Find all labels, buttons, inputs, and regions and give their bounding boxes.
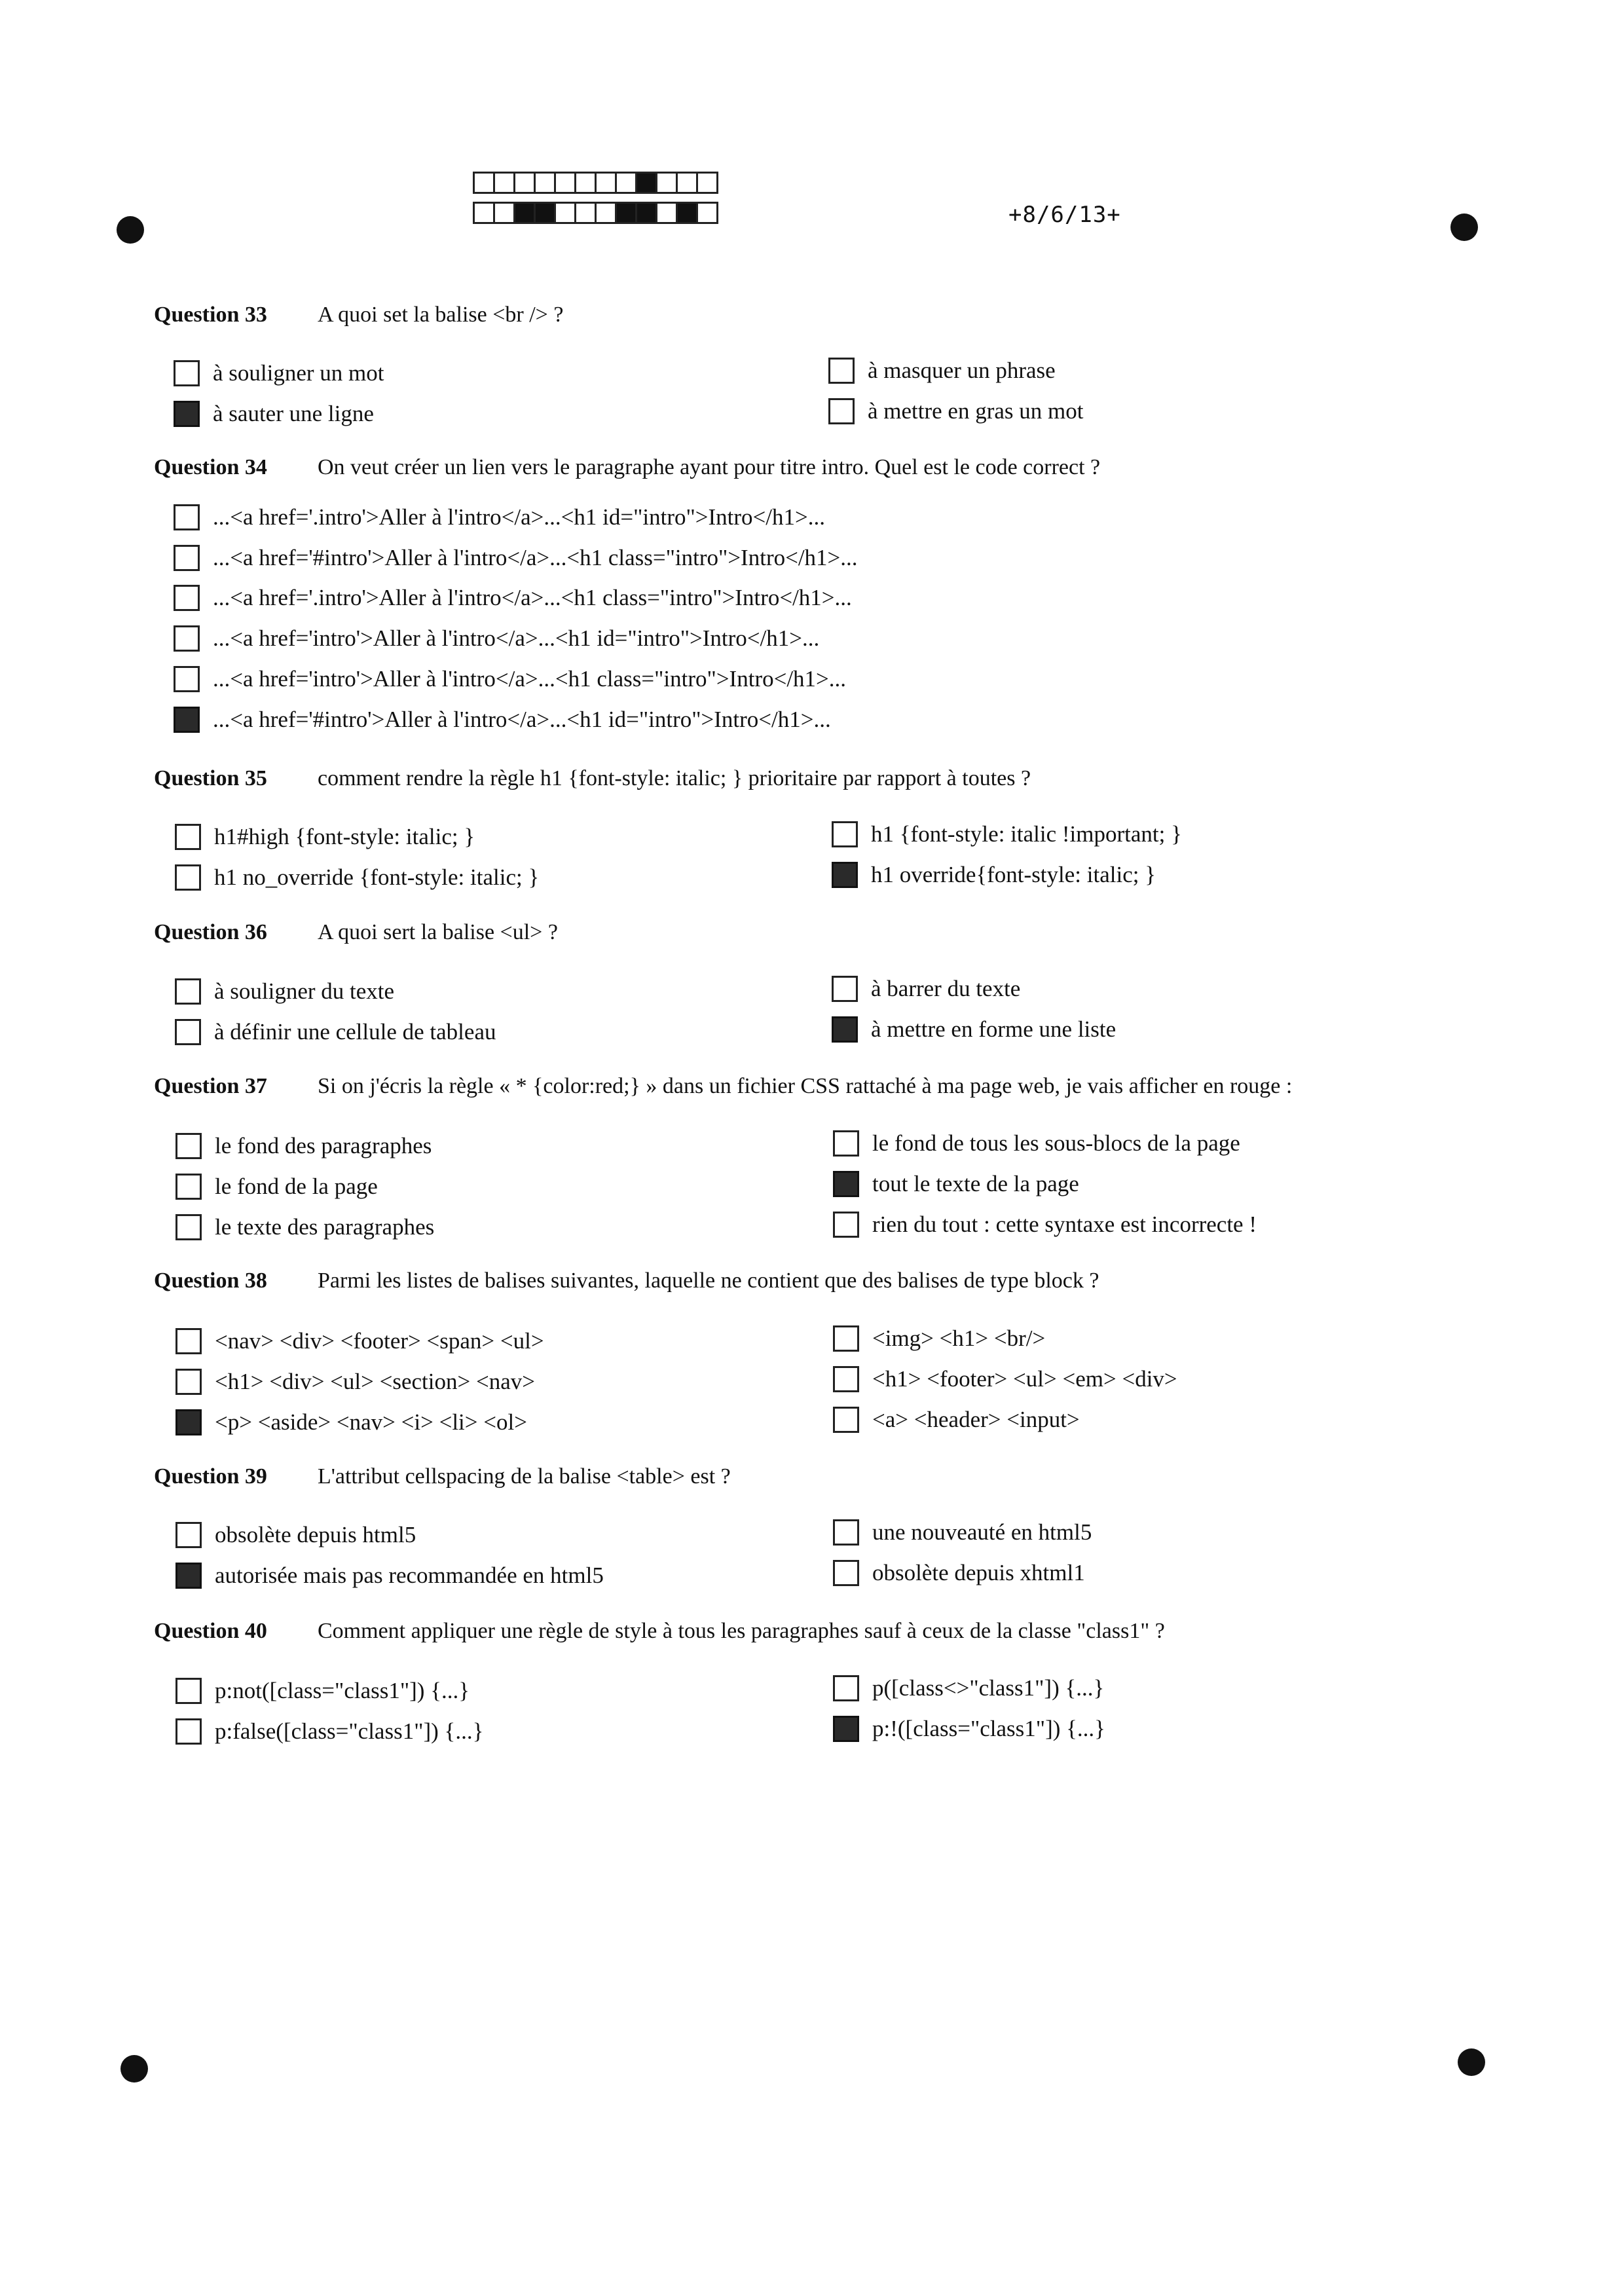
answer-option[interactable] xyxy=(175,1409,527,1435)
barcode-cell-empty xyxy=(554,172,576,194)
answer-text: p:not([class="class1"]) {...} xyxy=(215,1678,470,1703)
checkbox[interactable] xyxy=(833,1675,859,1701)
answer-option[interactable] xyxy=(174,545,858,571)
answer-text: rien du tout : cette syntaxe est incorrecte ! xyxy=(872,1212,1257,1237)
barcode-cell-filled xyxy=(615,202,637,224)
barcode-cell-empty xyxy=(676,172,698,194)
page-code: +8/6/13+ xyxy=(1008,202,1121,228)
answer-text: <h1> <div> <ul> <section> <nav> xyxy=(215,1369,536,1394)
answer-option[interactable] xyxy=(833,1716,1105,1742)
question-label: Question 33 xyxy=(154,303,267,327)
answer-text: ...<a href='.intro'>Aller à l'intro</a>...<h1 id="intro">Intro</h1>... xyxy=(213,504,825,530)
checkbox[interactable] xyxy=(832,821,858,847)
barcode-cell-empty xyxy=(696,202,718,224)
answer-text: h1 {font-style: italic !important; } xyxy=(871,821,1182,847)
answer-text: à mettre en gras un mot xyxy=(868,398,1084,424)
question-header xyxy=(154,920,558,945)
answer-text: à sauter une ligne xyxy=(213,401,374,426)
question-text: Comment appliquer une règle de style à tous les paragraphes sauf à ceux de la classe "class1" ? xyxy=(318,1619,1165,1643)
answer-option[interactable] xyxy=(828,358,1056,384)
answer-option[interactable] xyxy=(175,864,539,891)
answer-option[interactable] xyxy=(174,585,852,611)
barcode-cell-empty xyxy=(513,172,536,194)
answer-text: <img> <h1> <br/> xyxy=(872,1325,1046,1351)
barcode-cell-empty xyxy=(473,172,495,194)
answer-option[interactable] xyxy=(175,978,394,1005)
checkbox[interactable] xyxy=(174,625,200,652)
checkbox[interactable] xyxy=(174,360,200,386)
answer-text: le texte des paragraphes xyxy=(215,1214,435,1240)
question-label: Question 36 xyxy=(154,920,267,944)
answer-option[interactable] xyxy=(832,862,1156,888)
answer-text: h1 override{font-style: italic; } xyxy=(871,862,1156,887)
answer-option[interactable] xyxy=(175,1369,535,1395)
checkbox[interactable] xyxy=(833,1560,859,1586)
checkbox[interactable] xyxy=(175,864,201,891)
checkbox[interactable] xyxy=(175,1133,202,1159)
corner-mark-top-left xyxy=(117,216,144,244)
answer-option[interactable] xyxy=(828,398,1083,424)
barcode-cell-empty xyxy=(534,172,556,194)
answer-option[interactable] xyxy=(174,625,819,652)
answer-option[interactable] xyxy=(833,1212,1257,1238)
answer-option[interactable] xyxy=(175,1563,604,1589)
answer-option[interactable] xyxy=(174,360,384,386)
answer-option[interactable] xyxy=(832,821,1182,847)
answer-text: le fond de tous les sous-blocs de la page xyxy=(872,1130,1240,1156)
answer-option[interactable] xyxy=(175,1174,378,1200)
answer-text: <nav> <div> <footer> <span> <ul> xyxy=(215,1328,544,1354)
barcode-cell-empty xyxy=(574,202,597,224)
question-label: Question 40 xyxy=(154,1619,267,1643)
question-text: Parmi les listes de balises suivantes, laquelle ne contient que des balises de type block ? xyxy=(318,1268,1099,1293)
answer-text: <p> <aside> <nav> <i> <li> <ol> xyxy=(215,1409,527,1435)
answer-option[interactable] xyxy=(174,666,846,692)
question-label: Question 37 xyxy=(154,1074,267,1098)
answer-text: ...<a href='.intro'>Aller à l'intro</a>...<h1 class="intro">Intro</h1>... xyxy=(213,585,852,610)
answer-option[interactable] xyxy=(175,1328,544,1354)
checkbox[interactable] xyxy=(175,1019,201,1045)
checkbox[interactable] xyxy=(833,1366,859,1392)
answer-text: obsolète depuis html5 xyxy=(215,1522,416,1547)
checkbox[interactable] xyxy=(828,398,855,424)
checkbox-checked[interactable] xyxy=(175,1409,202,1435)
answer-text: à masquer un phrase xyxy=(868,358,1056,383)
answer-text: à mettre en forme une liste xyxy=(871,1016,1116,1042)
checkbox[interactable] xyxy=(174,666,200,692)
checkbox[interactable] xyxy=(175,1522,202,1548)
checkbox[interactable] xyxy=(175,1328,202,1354)
answer-option[interactable] xyxy=(833,1560,1085,1586)
answer-text: autorisée mais pas recommandée en html5 xyxy=(215,1563,604,1588)
question-header xyxy=(154,1268,1099,1293)
checkbox[interactable] xyxy=(175,1214,202,1240)
answer-option[interactable] xyxy=(174,504,825,530)
checkbox[interactable] xyxy=(174,585,200,611)
checkbox-checked[interactable] xyxy=(175,1563,202,1589)
answer-option[interactable] xyxy=(174,401,374,427)
answer-text: p([class<>"class1"]) {...} xyxy=(872,1675,1105,1701)
barcode-cell-empty xyxy=(574,172,597,194)
answer-text: obsolète depuis xhtml1 xyxy=(872,1560,1085,1585)
answer-text: h1 no_override {font-style: italic; } xyxy=(214,864,540,890)
answer-option[interactable] xyxy=(175,1214,434,1240)
corner-mark-top-right xyxy=(1450,213,1478,241)
answer-option[interactable] xyxy=(175,1678,470,1704)
checkbox-checked[interactable] xyxy=(833,1716,859,1742)
question-label: Question 39 xyxy=(154,1464,267,1489)
answer-option[interactable] xyxy=(833,1675,1104,1701)
answer-text: à définir une cellule de tableau xyxy=(214,1019,496,1045)
checkbox-checked[interactable] xyxy=(832,862,858,888)
barcode-cell-empty xyxy=(493,172,515,194)
checkbox-checked[interactable] xyxy=(833,1171,859,1197)
question-header xyxy=(154,1619,1165,1644)
answer-option[interactable] xyxy=(833,1407,1080,1433)
corner-mark-bottom-right xyxy=(1458,2048,1485,2076)
checkbox-checked[interactable] xyxy=(174,707,200,733)
answer-option[interactable] xyxy=(174,707,831,733)
answer-text: ...<a href='intro'>Aller à l'intro</a>...<h1 class="intro">Intro</h1>... xyxy=(213,666,847,692)
checkbox[interactable] xyxy=(175,824,201,850)
checkbox[interactable] xyxy=(175,1174,202,1200)
barcode-cell-filled xyxy=(635,202,657,224)
page-barcode-row-1 xyxy=(473,172,716,194)
checkbox[interactable] xyxy=(174,545,200,571)
question-text: Si on j'écris la règle « * {color:red;} » dans un fichier CSS rattaché à ma page web, je vais afficher en rouge : xyxy=(318,1074,1293,1098)
barcode-cell-filled xyxy=(635,172,657,194)
question-header xyxy=(154,303,563,327)
answer-option[interactable] xyxy=(175,1718,483,1745)
checkbox[interactable] xyxy=(832,976,858,1002)
answer-text: une nouveauté en html5 xyxy=(872,1519,1092,1545)
barcode-cell-empty xyxy=(554,202,576,224)
answer-text: ...<a href='#intro'>Aller à l'intro</a>...<h1 id="intro">Intro</h1>... xyxy=(213,707,831,732)
checkbox[interactable] xyxy=(174,504,200,530)
barcode-cell-empty xyxy=(595,202,617,224)
answer-option[interactable] xyxy=(833,1325,1045,1352)
answer-text: h1#high {font-style: italic; } xyxy=(214,824,475,849)
checkbox[interactable] xyxy=(175,978,201,1005)
answer-text: à barrer du texte xyxy=(871,976,1021,1001)
answer-text: tout le texte de la page xyxy=(872,1171,1079,1196)
question-label: Question 35 xyxy=(154,766,267,790)
answer-text: p:!([class="class1"]) {...} xyxy=(872,1716,1105,1741)
answer-option[interactable] xyxy=(175,1019,496,1045)
answer-text: à souligner un mot xyxy=(213,360,384,386)
answer-text: <h1> <footer> <ul> <em> <div> xyxy=(872,1366,1177,1392)
answer-option[interactable] xyxy=(833,1130,1240,1157)
answer-option[interactable] xyxy=(175,1133,432,1159)
checkbox[interactable] xyxy=(175,1369,202,1395)
checkbox[interactable] xyxy=(833,1325,859,1352)
question-text: A quoi set la balise <br /> ? xyxy=(318,303,564,327)
answer-text: le fond des paragraphes xyxy=(215,1133,432,1158)
answer-option[interactable] xyxy=(833,1171,1079,1197)
answer-text: le fond de la page xyxy=(215,1174,378,1199)
page-barcode-row-2 xyxy=(473,202,716,224)
barcode-cell-filled xyxy=(534,202,556,224)
question-header xyxy=(154,1074,1292,1099)
checkbox[interactable] xyxy=(175,1718,202,1745)
question-label: Question 38 xyxy=(154,1268,267,1293)
answer-option[interactable] xyxy=(175,824,475,850)
checkbox-checked[interactable] xyxy=(832,1016,858,1043)
answer-option[interactable] xyxy=(832,976,1020,1002)
answer-text: p:false([class="class1"]) {...} xyxy=(215,1718,484,1744)
checkbox[interactable] xyxy=(833,1130,859,1157)
barcode-cell-empty xyxy=(595,172,617,194)
barcode-cell-empty xyxy=(615,172,637,194)
answer-text: ...<a href='intro'>Aller à l'intro</a>...<h1 id="intro">Intro</h1>... xyxy=(213,625,820,651)
barcode-cell-filled xyxy=(676,202,698,224)
barcode-cell-empty xyxy=(655,172,678,194)
checkbox[interactable] xyxy=(828,358,855,384)
question-label: Question 34 xyxy=(154,455,267,479)
answer-text: à souligner du texte xyxy=(214,978,395,1004)
answer-text: ...<a href='#intro'>Aller à l'intro</a>...<h1 class="intro">Intro</h1>... xyxy=(213,545,858,570)
question-text: On veut créer un lien vers le paragraphe ayant pour titre intro. Quel est le code correct ? xyxy=(318,455,1101,479)
question-header xyxy=(154,766,1031,791)
question-text: comment rendre la règle h1 {font-style: italic; } prioritaire par rapport à toutes ? xyxy=(318,766,1031,790)
checkbox[interactable] xyxy=(175,1678,202,1704)
barcode-cell-filled xyxy=(513,202,536,224)
answer-text: <a> <header> <input> xyxy=(872,1407,1080,1432)
answer-option[interactable] xyxy=(833,1519,1092,1546)
answer-option[interactable] xyxy=(833,1366,1177,1392)
checkbox[interactable] xyxy=(833,1212,859,1238)
checkbox-checked[interactable] xyxy=(174,401,200,427)
checkbox[interactable] xyxy=(833,1407,859,1433)
barcode-cell-empty xyxy=(655,202,678,224)
question-text: L'attribut cellspacing de la balise <table> est ? xyxy=(318,1464,731,1489)
question-header xyxy=(154,455,1100,480)
question-text: A quoi sert la balise <ul> ? xyxy=(318,920,558,944)
question-header xyxy=(154,1464,731,1489)
answer-option[interactable] xyxy=(175,1522,416,1548)
checkbox[interactable] xyxy=(833,1519,859,1546)
corner-mark-bottom-left xyxy=(120,2055,148,2083)
answer-option[interactable] xyxy=(832,1016,1116,1043)
barcode-cell-empty xyxy=(473,202,495,224)
barcode-cell-empty xyxy=(493,202,515,224)
barcode-cell-empty xyxy=(696,172,718,194)
